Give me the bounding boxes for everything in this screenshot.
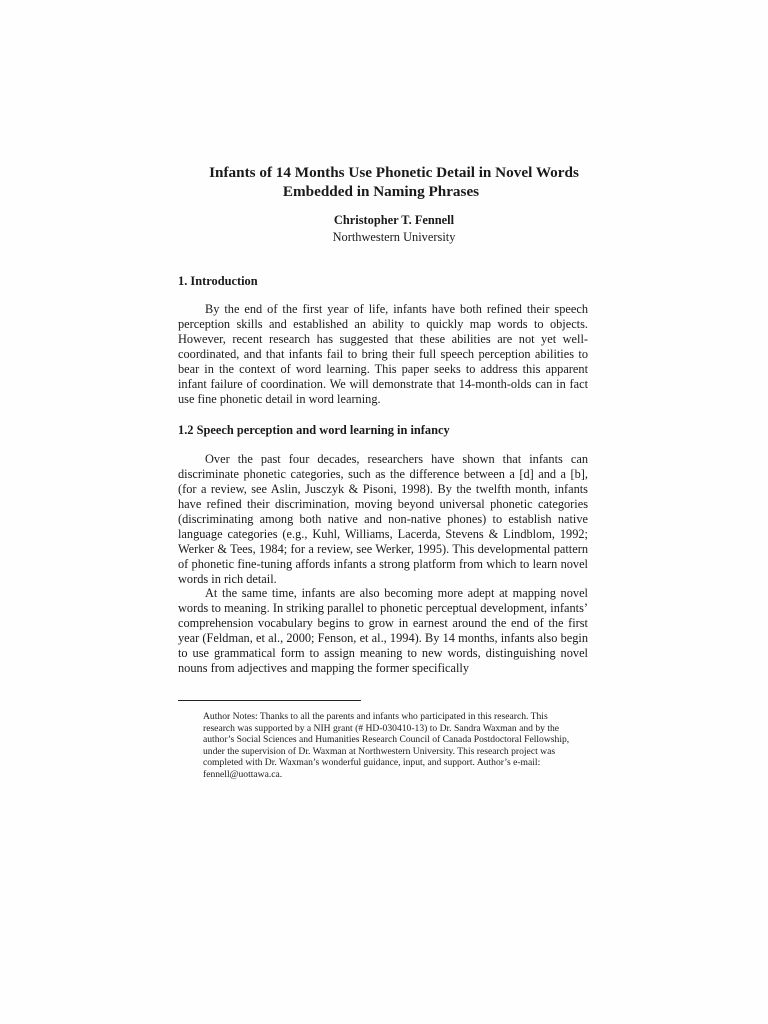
section-heading-introduction: 1. Introduction bbox=[178, 274, 258, 288]
footnote-line: research was supported by a NIH grant (# HD-030410-13) to Dr. Sandra Waxman and by the bbox=[203, 722, 560, 734]
paper-title bbox=[150, 163, 638, 201]
footnote-line: Author Notes: Thanks to all the parents and infants who participated in this research. This bbox=[203, 711, 548, 722]
title-line-2: Embedded in Naming Phrases bbox=[282, 183, 480, 200]
footnote-line: completed with Dr. Waxman’s wonderful guidance, input, and support. Author’s e-mail: bbox=[203, 757, 541, 769]
footnote-divider bbox=[178, 700, 361, 701]
footnote-line: under the supervision of Dr. Waxman at Northwestern University. This research project was bbox=[203, 745, 556, 757]
title-line-1: Infants of 14 Months Use Phonetic Detail in Novel Words bbox=[209, 164, 579, 181]
introduction-paragraph: By the end of the first year of life, infants have both refined their speech perception skills and established an ability to quickly map words to objects. However, recent research has suggested that these abilities are not yet well-coordinated, and that infants fail to bring their full speech perception abilities to bear in the context of word learning. This paper seeks to address this apparent infant failure of coordination. We will demonstrate that 14-month-olds can in fact use fine phonetic detail in word learning. bbox=[178, 302, 588, 406]
section-heading-speech-perception: 1.2 Speech perception and word learning in infancy bbox=[178, 423, 450, 437]
author-affiliation: Northwestern University bbox=[332, 230, 456, 244]
author-name: Christopher T. Fennell bbox=[333, 213, 455, 227]
speech-perception-paragraph-1: Over the past four decades, researchers have shown that infants can discriminate phonetic categories, such as the difference between a [d] and a [b], (for a review, see Aslin, Jusczyk & Pisoni, 1998). By the twelfth month, infants have refined their discrimination, moving beyond universal phonetic categories (discriminating among both native and non-native phones) to establish native language categories (e.g., Kuhl, Williams, Lacerda, Stevens & Lindblom, 1992; Werker & Tees, 1984; for a review, see Werker, 1995). This developmental pattern of phonetic fine-tuning affords infants a strong platform from which to learn novel words in rich detail. bbox=[178, 452, 588, 586]
author-notes-footnote bbox=[203, 711, 595, 781]
speech-perception-paragraph-2: At the same time, infants are also becoming more adept at mapping novel words to meaning. In striking parallel to phonetic perceptual development, infants’ comprehension vocabulary begins to grow in earnest around the end of the first year (Feldman, et al., 2000; Fenson, et al., 1994). By 14 months, infants also begin to use grammatical form to assign meaning to new words, distinguishing novel nouns from adjectives and mapping the former specifically bbox=[178, 586, 588, 675]
footnote-email: fennell@uottawa.ca. bbox=[203, 768, 283, 780]
footnote-line: author’s Social Sciences and Humanities Research Council of Canada Postdoctoral Fellowship, bbox=[203, 734, 570, 746]
